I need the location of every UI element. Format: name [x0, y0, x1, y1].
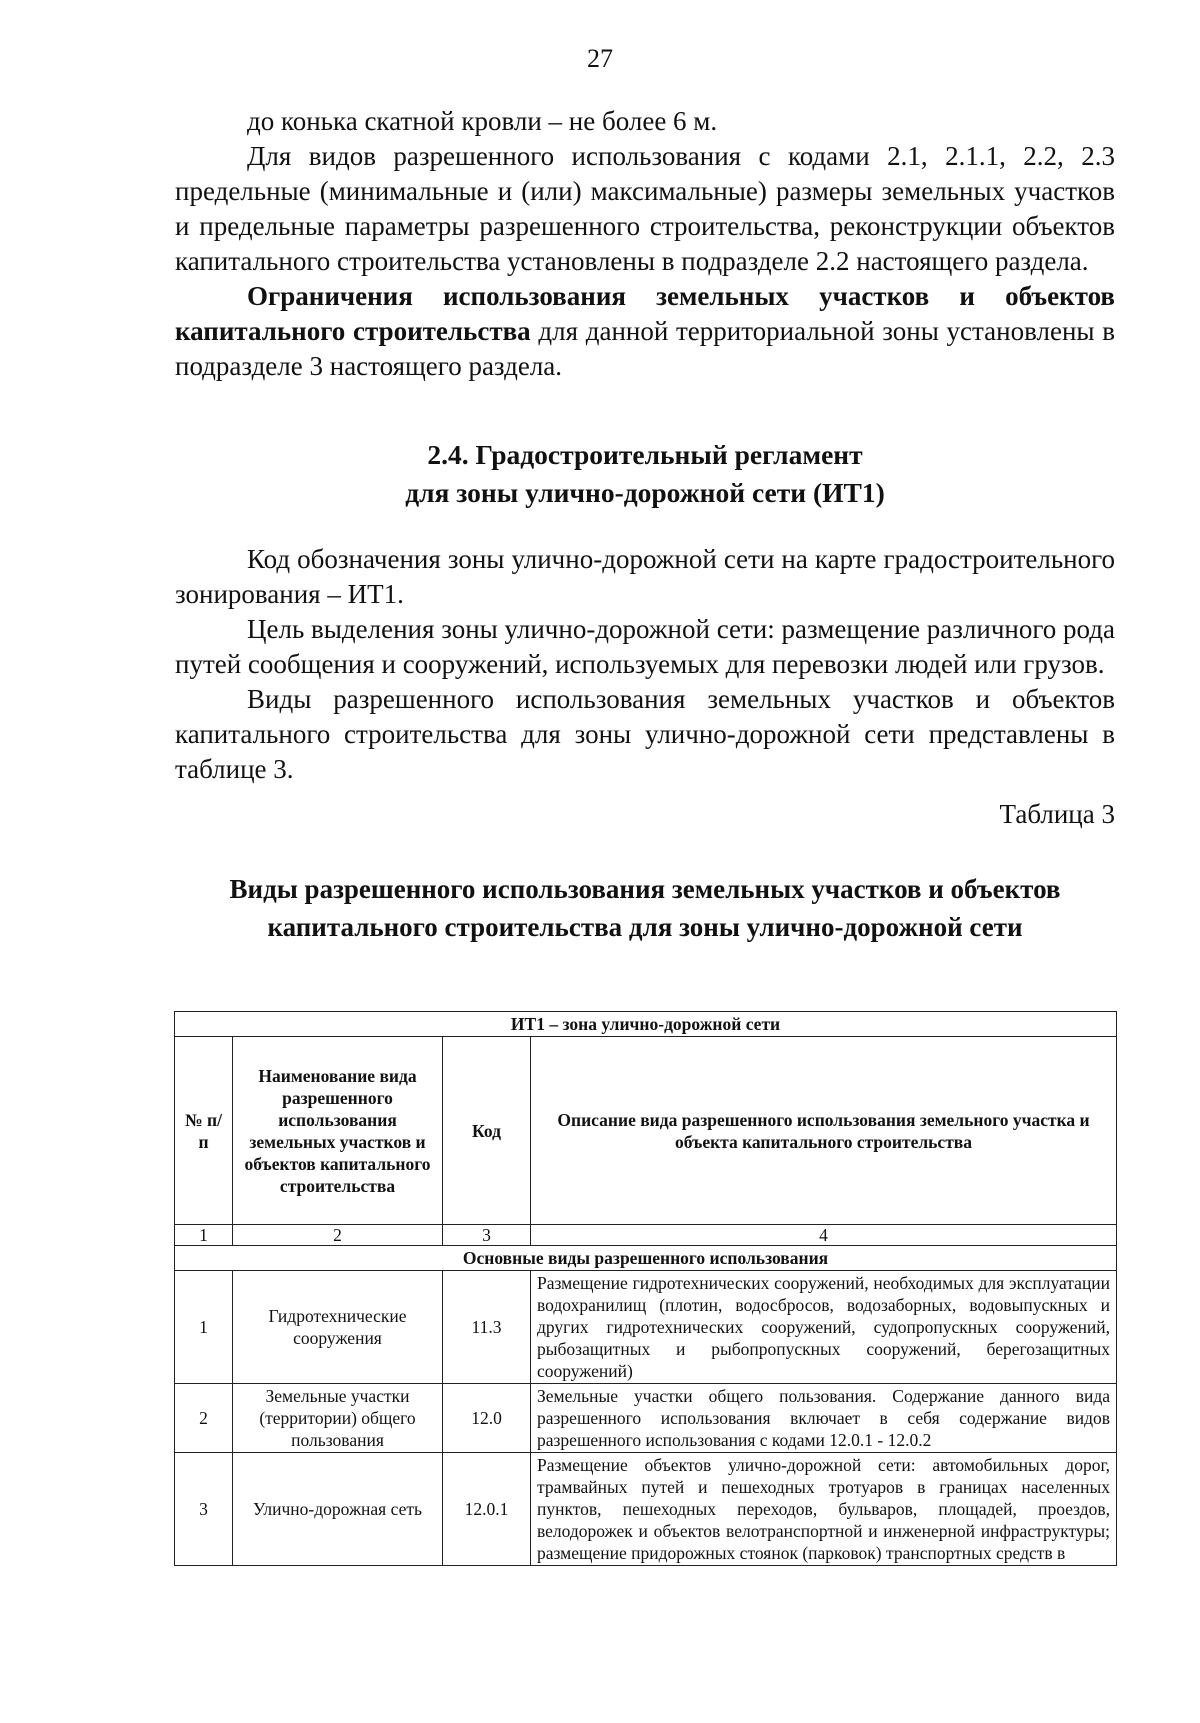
row-desc: Размещение гидротехнических сооружений, необходимых для эксплуатации водохранилищ (плотин, водосбросов, водозаборных, водовыпускных и других гидротехнических сооружений, судопропускных сооружений, рыбозащитных и рыбопропускных сооружений, берегозащитных сооружений) — [531, 1271, 1117, 1384]
section-title-line1: 2.4. Градостроительный регламент — [427, 439, 863, 470]
table-title-line1: Виды разрешенного использования земельных участков и объектов — [229, 874, 1061, 904]
row-num: 2 — [175, 1384, 233, 1453]
header-name: Наименование вида разрешенного использования земельных участков и объектов капитального строительства — [233, 1037, 443, 1225]
column-number: 1 — [175, 1225, 233, 1246]
table-header-row — [175, 1037, 1117, 1225]
row-code: 12.0 — [443, 1384, 531, 1453]
row-desc: Земельные участки общего пользования. Содержание данного вида разрешенного использования включает в себя содержание видов разрешенного использования с кодами 12.0.1 - 12.0.2 — [531, 1384, 1117, 1453]
column-number: 2 — [233, 1225, 443, 1246]
document-body — [175, 104, 1115, 946]
page-number: 27 — [587, 44, 613, 73]
row-desc: Размещение объектов улично-дорожной сети: автомобильных дорог, трамвайных путей и пешеходных тротуаров в границах населенных пунктов, пешеходных переходов, бульваров, площадей, проездов, велодорожек и объектов велотранспортной и инженерной инфраструктуры; размещение придорожных стоянок (парковок) транспортных средств в — [531, 1453, 1117, 1566]
paragraph-usage-types: Виды разрешенного использования земельных участков и объектов капитального строительства для зоны улично-дорожной сети представлены в таблице 3. — [175, 684, 1115, 784]
row-num: 1 — [175, 1271, 233, 1384]
restrictions-bold-text: Ограничения использования земельных участков и объектов капитального строительства — [175, 281, 1115, 346]
usage-table — [174, 1011, 1117, 1566]
row-code: 12.0.1 — [443, 1453, 531, 1566]
paragraph-zone-purpose: Цель выделения зоны улично-дорожной сети: размещение различного рода путей сообщения и сооружений, используемых для перевозки людей или грузов. — [175, 614, 1115, 679]
table-row — [175, 1453, 1117, 1566]
row-name: Гидротехнические сооружения — [233, 1271, 443, 1384]
restrictions-rest-text: для данной территориальной зоны установлены в подразделе 3 настоящего раздела. — [175, 316, 1115, 381]
row-name: Земельные участки (территории) общего пользования — [233, 1384, 443, 1453]
paragraph-zone-code: Код обозначения зоны улично-дорожной сети на карте градостроительного зонирования – ИТ1. — [175, 544, 1115, 609]
zone-header: ИТ1 – зона улично-дорожной сети — [175, 1012, 1117, 1037]
row-num: 3 — [175, 1453, 233, 1566]
column-number: 4 — [531, 1225, 1117, 1246]
row-code: 11.3 — [443, 1271, 531, 1384]
paragraph-restrictions — [175, 279, 1115, 384]
header-code: Код — [443, 1037, 531, 1225]
table-title-line2: капитального строительства для зоны улично-дорожной сети — [267, 912, 1023, 942]
table-row — [175, 1384, 1117, 1453]
paragraph-roof-height: до конька скатной кровли – не более 6 м. — [247, 106, 718, 136]
table-caption: Таблица 3 — [999, 799, 1115, 829]
section-title-line2: для зоны улично-дорожной сети (ИТ1) — [405, 477, 885, 508]
table-row — [175, 1271, 1117, 1384]
header-desc: Описание вида разрешенного использования земельного участка и объекта капитального строительства — [531, 1037, 1117, 1225]
column-number-row — [175, 1225, 1117, 1246]
group-header: Основные виды разрешенного использования — [175, 1246, 1117, 1271]
section-title — [175, 436, 1115, 512]
column-number: 3 — [443, 1225, 531, 1246]
table-title — [175, 870, 1115, 946]
paragraph-usage-codes: Для видов разрешенного использования с кодами 2.1, 2.1.1, 2.2, 2.3 предельные (минимальные и (или) максимальные) размеры земельных участков и предельные параметры разрешенного строительства, реконструкции объектов капитального строительства установлены в подразделе 2.2 настоящего раздела. — [175, 141, 1115, 276]
header-num: № п/п — [175, 1037, 233, 1225]
row-name: Улично-дорожная сеть — [233, 1453, 443, 1566]
